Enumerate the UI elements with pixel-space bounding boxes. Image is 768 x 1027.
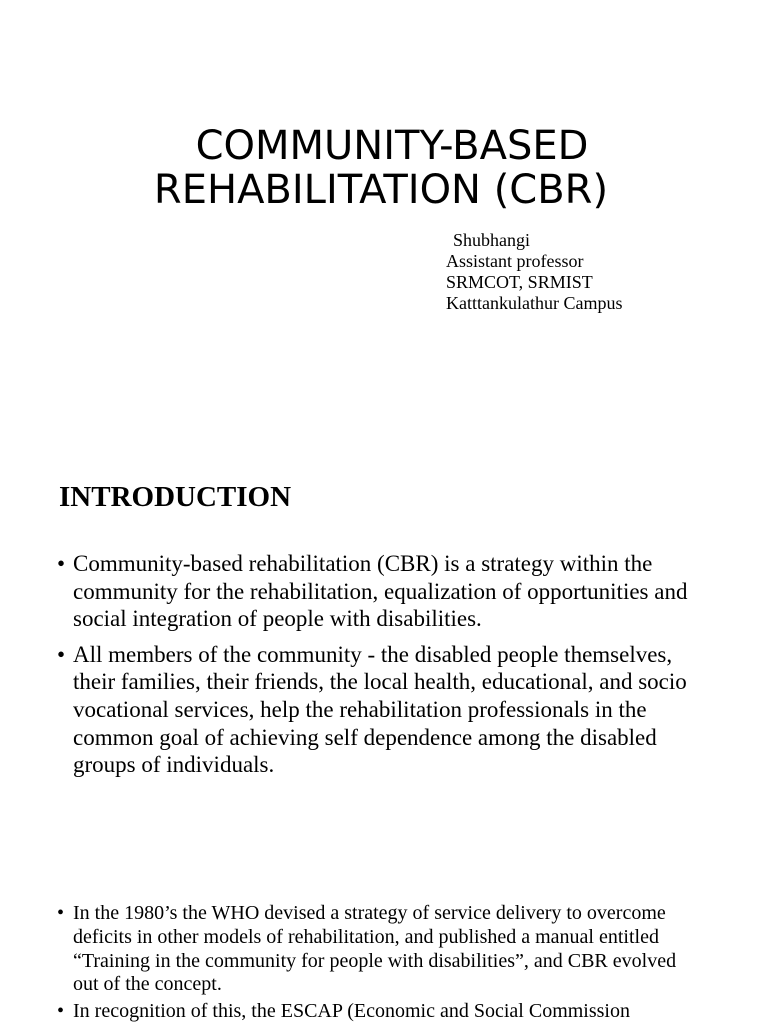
- list-item: [57, 1000, 697, 1024]
- bullet-glyph: •: [57, 551, 66, 576]
- bullet-list: [57, 902, 697, 1027]
- bullet-list: [57, 550, 707, 787]
- bullet-text: In the 1980’s the WHO devised a strategy of service delivery to overcome deficits in other models of rehabilitation, and published a manual entitled “Training in the community for people with disabilities”, and CBR evolved out of the concept.: [73, 902, 677, 996]
- bullet-text: Community-based rehabilitation (CBR) is a strategy within the community for the rehabilitation, equalization of opportunities and social integration of people with disabilities.: [73, 551, 688, 632]
- bullet-glyph: •: [57, 641, 66, 667]
- author-campus: Katttankulathur Campus: [446, 293, 623, 313]
- bullet-text: All members of the community - the disabled people themselves, their families, their friends, the local health, educational, and socio vocational services, help the rehabilitation professionals in the common goal of achieving self dependence among the disabled groups of individuals.: [73, 641, 687, 778]
- bullet-glyph: •: [57, 1000, 65, 1023]
- author-role: Assistant professor: [446, 251, 584, 271]
- slide-heading: INTRODUCTION: [59, 481, 292, 513]
- author-block: [446, 230, 622, 314]
- slide-title: [0, 124, 768, 212]
- author-institution: SRMCOT, SRMIST: [446, 272, 593, 292]
- list-item: [57, 641, 707, 779]
- list-item: [57, 550, 707, 633]
- author-name: Shubhangi: [453, 230, 531, 250]
- title-slide: [0, 0, 768, 432]
- title-line-2: REHABILITATION (CBR): [153, 167, 609, 213]
- introduction-slide: [0, 432, 768, 864]
- history-slide: [0, 864, 768, 1024]
- bullet-glyph: •: [57, 902, 65, 924]
- bullet-text: In recognition of this, the ESCAP (Economic and Social Commission: [73, 1000, 630, 1023]
- list-item: [57, 902, 697, 997]
- title-line-1: COMMUNITY-BASED: [195, 123, 589, 169]
